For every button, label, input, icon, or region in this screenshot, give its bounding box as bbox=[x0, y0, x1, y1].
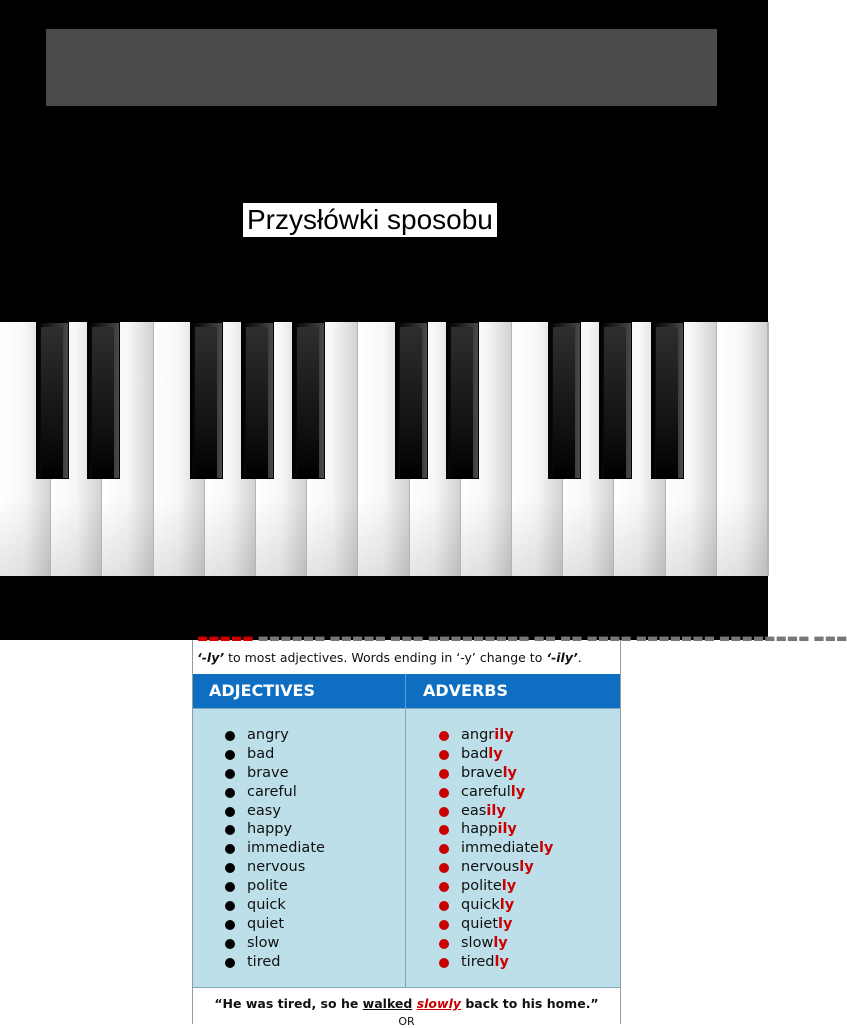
adjective-text: quiet bbox=[247, 915, 285, 932]
black-key bbox=[395, 322, 428, 479]
bullet-icon bbox=[225, 844, 235, 854]
adverb-suffix: ly bbox=[519, 859, 534, 876]
adverb-item bbox=[439, 953, 553, 972]
adverb-item bbox=[439, 764, 553, 783]
bullet-icon bbox=[439, 863, 449, 873]
adverb-stem: careful bbox=[461, 783, 511, 800]
clipped-text-line: ▬▬▬▬▬ ▬▬▬▬▬▬ ▬▬▬▬▬ ▬▬▬ ▬▬▬▬▬▬▬▬▬ ▬▬ ▬▬ ▬▬▬▬ ▬▬▬▬▬▬▬ ▬▬▬▬▬▬▬▬ ▬▬▬ bbox=[197, 631, 847, 645]
adverb-item bbox=[439, 877, 553, 896]
adverb-item bbox=[439, 858, 553, 877]
adverb-stem: angr bbox=[461, 727, 495, 743]
bullet-icon bbox=[225, 958, 235, 968]
white-key bbox=[717, 322, 769, 576]
bullet-icon bbox=[225, 731, 235, 741]
adverb-item bbox=[439, 783, 553, 802]
adjective-item bbox=[225, 783, 325, 802]
bullet-icon bbox=[225, 788, 235, 798]
adjective-item bbox=[225, 934, 325, 953]
bullet-icon bbox=[439, 825, 449, 835]
adverb-suffix: ily bbox=[486, 802, 506, 819]
adverb-item bbox=[439, 839, 553, 858]
adjective-item bbox=[225, 802, 325, 821]
adverb-item bbox=[439, 915, 553, 934]
bullet-icon bbox=[225, 920, 235, 930]
bullet-icon bbox=[439, 750, 449, 760]
table-header bbox=[193, 674, 620, 708]
black-key bbox=[87, 322, 120, 479]
bullet-icon bbox=[225, 882, 235, 892]
bullet-icon bbox=[439, 807, 449, 817]
adverb-suffix: ly bbox=[501, 878, 517, 895]
adjective-text: brave bbox=[247, 764, 289, 781]
adjective-item bbox=[225, 915, 325, 934]
example-sentence: “He was tired, so he walked slowly back to his home.” bbox=[214, 996, 599, 1011]
adjective-item bbox=[225, 839, 325, 858]
adverb-stem: brave bbox=[461, 764, 503, 781]
adverbs-list bbox=[439, 726, 553, 972]
bullet-icon bbox=[439, 788, 449, 798]
adverb-stem: bad bbox=[461, 745, 489, 762]
adjective-item bbox=[225, 877, 325, 896]
adjective-text: bad bbox=[247, 745, 275, 762]
bullet-icon bbox=[439, 958, 449, 968]
adverb-stem: tired bbox=[461, 953, 495, 970]
column-divider bbox=[405, 709, 406, 987]
adverb-stem: slow bbox=[461, 934, 494, 951]
adverb-item bbox=[439, 745, 553, 764]
black-key bbox=[241, 322, 274, 479]
adjective-text: easy bbox=[247, 802, 281, 819]
bullet-icon bbox=[225, 825, 235, 835]
bullet-icon bbox=[439, 920, 449, 930]
adverb-suffix: ly bbox=[502, 764, 517, 781]
adjective-text: slow bbox=[247, 934, 280, 951]
black-key bbox=[292, 322, 325, 479]
adverb-stem: immediate bbox=[461, 840, 539, 857]
bullet-icon bbox=[225, 863, 235, 873]
adverb-stem: nervous bbox=[461, 859, 520, 876]
adjective-item bbox=[225, 820, 325, 839]
adverb-item bbox=[439, 802, 553, 821]
black-key bbox=[599, 322, 632, 479]
adverb-item bbox=[439, 726, 553, 745]
adverb-item bbox=[439, 896, 553, 915]
black-key bbox=[36, 322, 69, 479]
adjective-text: polite bbox=[247, 878, 288, 895]
adverb-item bbox=[439, 934, 553, 953]
adjective-item bbox=[225, 764, 325, 783]
adjective-text: angry bbox=[247, 727, 289, 743]
bullet-icon bbox=[439, 844, 449, 854]
adverb-suffix: ly bbox=[538, 840, 554, 857]
adverb-item bbox=[439, 820, 553, 839]
bullet-icon bbox=[225, 750, 235, 760]
or-label: OR bbox=[398, 1015, 415, 1028]
bullet-icon bbox=[225, 901, 235, 911]
bullet-icon bbox=[225, 807, 235, 817]
adjectives-header: ADJECTIVES bbox=[209, 681, 315, 700]
bullet-icon bbox=[225, 939, 235, 949]
adjective-text: nervous bbox=[247, 859, 306, 876]
adjective-text: careful bbox=[247, 783, 297, 800]
adverb-stem: polite bbox=[461, 878, 502, 895]
table-body bbox=[193, 708, 620, 988]
black-key bbox=[446, 322, 479, 479]
adjective-item bbox=[225, 745, 325, 764]
black-key bbox=[651, 322, 684, 479]
header-divider bbox=[405, 674, 406, 708]
black-key bbox=[190, 322, 223, 479]
bullet-icon bbox=[439, 901, 449, 911]
bullet-icon bbox=[439, 939, 449, 949]
adjective-item bbox=[225, 896, 325, 915]
adverb-suffix: ly bbox=[510, 783, 526, 800]
adjective-item bbox=[225, 953, 325, 972]
adverbs-header: ADVERBS bbox=[423, 681, 509, 700]
bullet-icon bbox=[439, 769, 449, 779]
adjective-text: quick bbox=[247, 897, 286, 914]
adjective-item bbox=[225, 858, 325, 877]
adjective-text: tired bbox=[247, 953, 281, 970]
bullet-icon bbox=[439, 882, 449, 892]
adjective-text: immediate bbox=[247, 840, 325, 857]
black-key bbox=[548, 322, 581, 479]
adverb-suffix: ily bbox=[494, 727, 514, 743]
title-placeholder-bar bbox=[46, 29, 717, 106]
adverb-stem: quiet bbox=[461, 915, 499, 932]
bullet-icon bbox=[225, 769, 235, 779]
adverb-suffix: ly bbox=[488, 745, 503, 762]
adverb-suffix: ly bbox=[499, 897, 515, 914]
adverb-suffix: ly bbox=[498, 915, 513, 932]
adverb-suffix: ly bbox=[493, 934, 508, 951]
adjective-item bbox=[225, 726, 325, 745]
adverb-suffix: ily bbox=[497, 821, 517, 838]
adjective-text: happy bbox=[247, 821, 293, 838]
slide-title: Przysłówki sposobu bbox=[243, 203, 497, 237]
adverb-stem: quick bbox=[461, 897, 500, 914]
adverb-stem: eas bbox=[461, 802, 487, 819]
adverb-suffix: ly bbox=[494, 953, 509, 970]
rule-text: ‘-ly’ to most adjectives. Words ending in ‘-y’ change to ‘-ily’. bbox=[197, 650, 582, 665]
adverbs-worksheet-image bbox=[192, 631, 847, 1028]
adjectives-list bbox=[225, 726, 325, 972]
adverb-stem: happ bbox=[461, 821, 498, 838]
piano-keyboard-image bbox=[0, 322, 768, 576]
bullet-icon bbox=[439, 731, 449, 741]
